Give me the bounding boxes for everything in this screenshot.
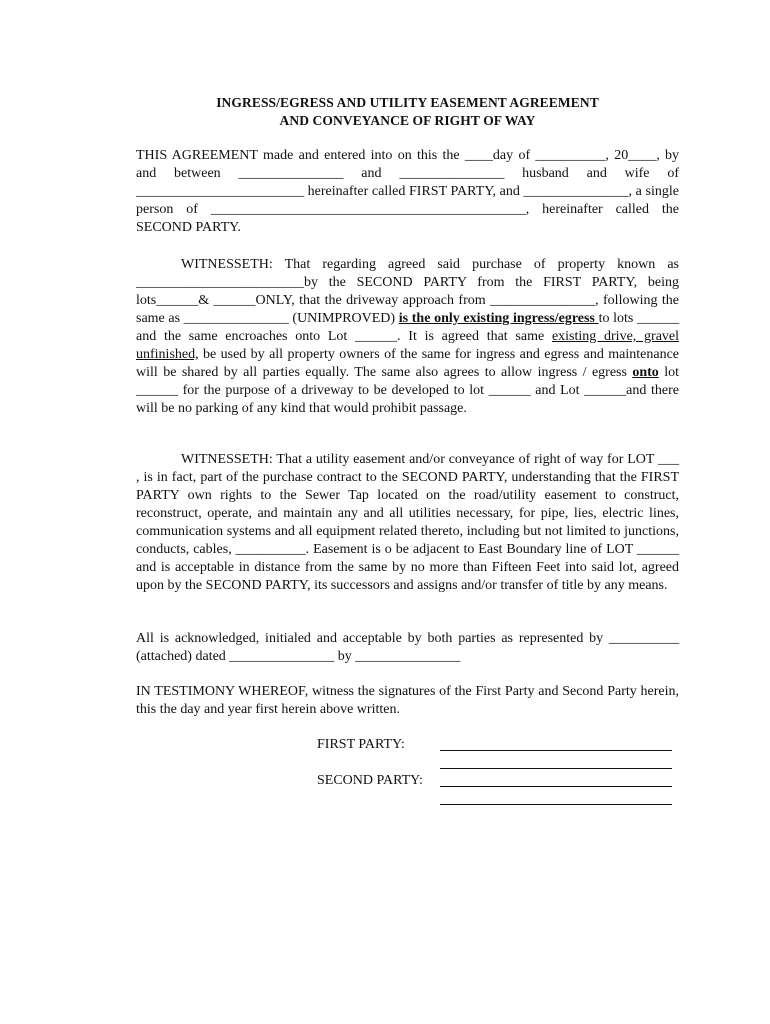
first-party-signature-line-2[interactable] — [440, 768, 672, 769]
ingress-text-a: WITNESSETH: That regarding agreed said purchase of property known as ________________________by the SECOND PARTY from the FIRST PARTY, being lots______& ______ONLY, that the driveway approach from _______________, following the same as _______________ (UNIMPROVED) — [136, 257, 679, 326]
ingress-text-e: be used by all property owners of the same for ingress and egress and maintenance will be shared by all parties equally. The same also agrees to allow ingress / egress — [136, 347, 679, 380]
testimony-paragraph: IN TESTIMONY WHEREOF, witness the signatures of the First Party and Second Party herein, this the day and year first herein above written. — [136, 684, 679, 717]
second-party-label: SECOND PARTY: — [317, 773, 423, 788]
document-title-line-2: AND CONVEYANCE OF RIGHT OF WAY — [279, 113, 536, 128]
ingress-text-only-existing: is the only existing ingress/egress — [398, 311, 599, 326]
ingress-text-existing-drive: existing drive, gravel unfinished, — [136, 329, 680, 362]
first-party-label: FIRST PARTY: — [317, 737, 405, 752]
witnesseth-utility-paragraph: WITNESSETH: That a utility easement and/or conveyance of right of way for LOT ___ , is in fact, part of the purchase contract to the SECOND PARTY, understanding that the FIRST PARTY own rights to the Sewer Tap located on the road/utility easement to construct, reconstruct, operate, and maintain any and all utilities necessary, for pipe, lies, electric lines, communication systems and all equipment related thereto, including but not limited to junctions, conducts, cables, __________. Easement is o be adjacent to East Boundary line of LOT ______ and is acceptable in distance from the same by no more than Fifteen Feet into said lot, agreed upon by the SECOND PARTY, its successors and assigns and/or transfer of title by any means. — [136, 452, 679, 593]
ingress-text-c: to lots ______ and the same encroaches onto Lot ______. It is agreed that same — [136, 311, 680, 344]
first-party-signature-line[interactable] — [440, 750, 672, 751]
acknowledgement-paragraph: All is acknowledged, initialed and acceptable by both parties as represented by __________ (attached) dated _______________ by _______________ — [136, 631, 679, 664]
ingress-text-g: lot ______ for the purpose of a driveway to be developed to lot ______ and Lot ______and there will be no parking of any kind that would prohibit passage. — [136, 365, 679, 416]
agreement-intro-paragraph: THIS AGREEMENT made and entered into on this the ____day of __________, 20____, by and between _______________ and _______________ husband and wife of ________________________ hereinafter called FIRST PARTY, and _______________, a single person of _____________________________________________, hereinafter called the SECOND PARTY. — [136, 148, 679, 235]
witnesseth-ingress-paragraph — [136, 256, 679, 418]
ingress-text-onto: onto — [632, 365, 659, 380]
second-party-signature-line-2[interactable] — [440, 804, 672, 805]
document-title-line-1: INGRESS/EGRESS AND UTILITY EASEMENT AGREEMENT — [216, 95, 599, 110]
second-party-signature-line[interactable] — [440, 786, 672, 787]
